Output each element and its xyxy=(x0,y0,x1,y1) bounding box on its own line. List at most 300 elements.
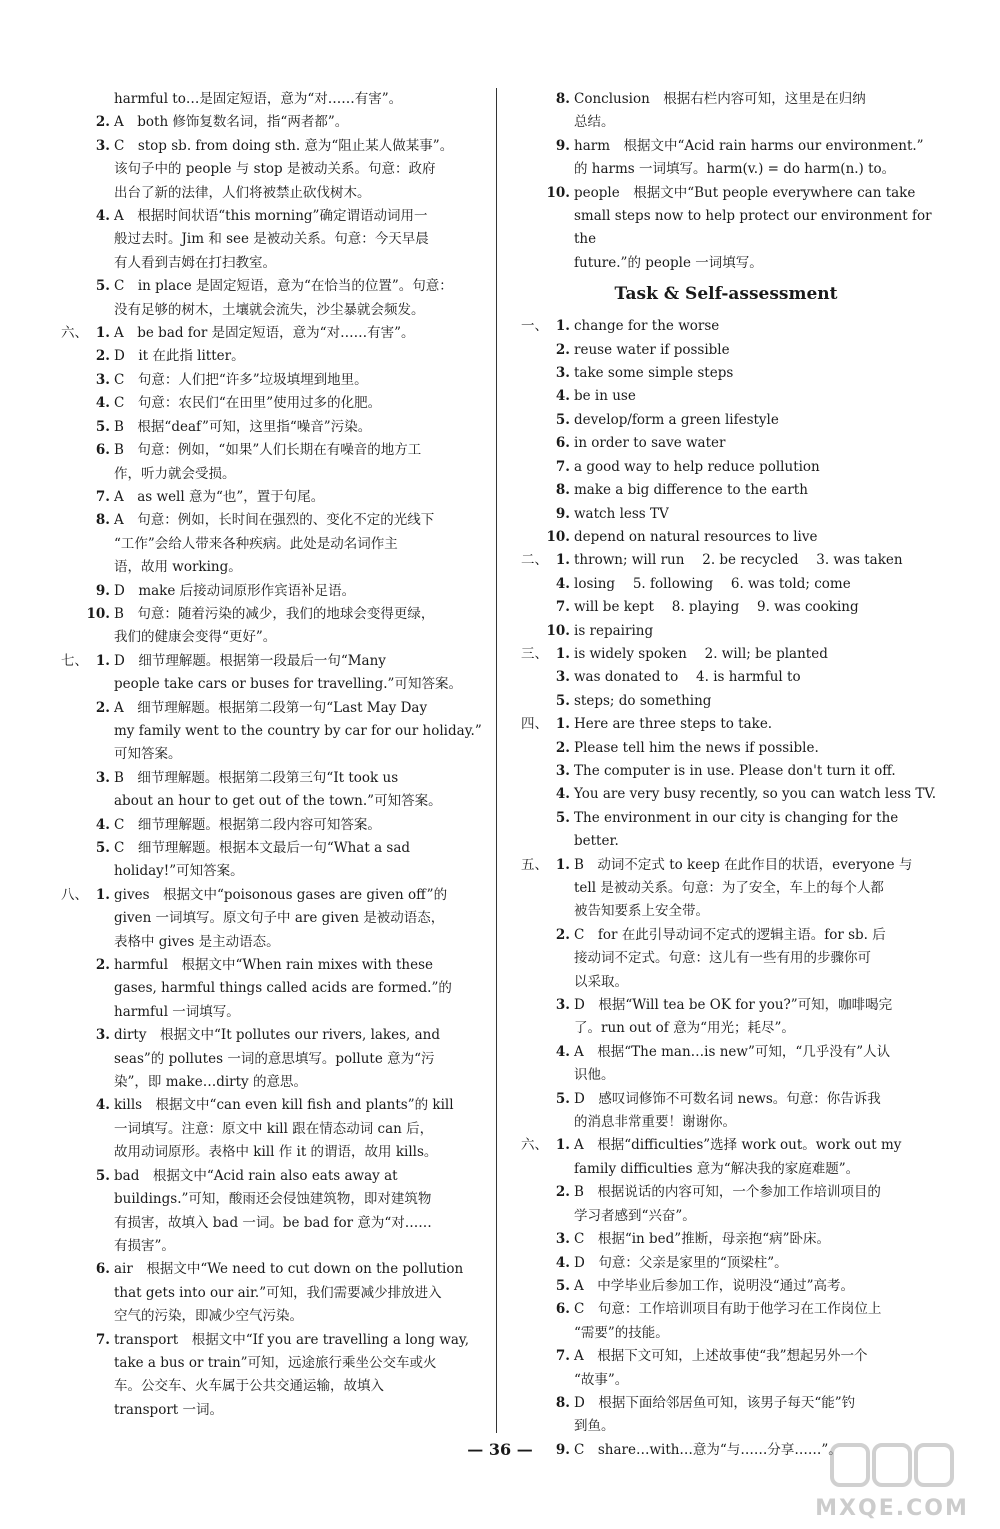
answer-line xyxy=(50,439,482,462)
answer-text: D 根据“Will tea be OK for you?”可知，咖啡喝完 xyxy=(574,997,893,1014)
answer-line xyxy=(50,1024,482,1047)
answer-line xyxy=(50,345,482,368)
section-marker: 三、 xyxy=(521,645,548,662)
answer-text: people take cars or buses for travelling.”可知答案。 xyxy=(114,676,462,693)
answer-line xyxy=(510,760,942,783)
answer-text: A 根据“difficulties”选择 work out。work out my xyxy=(574,1137,902,1154)
answer-text: C in place 是固定短语，意为“在恰当的位置”。句意： xyxy=(114,278,453,295)
question-number: 9. xyxy=(555,1441,570,1458)
answer-line xyxy=(50,650,482,673)
answer-text: losing 5. following 6. was told; come xyxy=(574,575,851,592)
answer-line xyxy=(50,1048,482,1071)
answer-text: take some simple steps xyxy=(574,365,734,382)
section-marker: 六、 xyxy=(61,325,88,342)
answer-text: B 根据说话的内容可知，一个参加工作培训项目的 xyxy=(574,1184,881,1201)
answer-text: 出台了新的法律，人们将被禁止砍伐树木。 xyxy=(114,184,371,201)
answer-text: “故事”。 xyxy=(574,1371,629,1388)
answer-text: D 细节理解题。根据第一段最后一句“Many xyxy=(114,652,386,669)
answer-text: “工作”会给人带来各种疾病。此处是动名词作主 xyxy=(114,535,398,552)
question-number: 3. xyxy=(95,1027,110,1044)
section-heading: Task & Self-assessment xyxy=(614,284,838,305)
answer-line xyxy=(510,111,942,134)
question-number: 2. xyxy=(555,341,570,358)
answer-line xyxy=(510,503,942,526)
answer-text: C 细节理解题。根据本文最后一句“What a sad xyxy=(114,840,411,856)
question-number: 1. xyxy=(555,318,570,335)
answer-text: holiday!”可知答案。 xyxy=(114,863,244,880)
answer-line xyxy=(50,1375,482,1398)
answer-line xyxy=(510,666,942,689)
question-number: 10. xyxy=(546,528,570,545)
answer-text: You are very busy recently, so you can watch less TV. xyxy=(574,786,937,803)
answer-text: 到鱼。 xyxy=(574,1418,615,1435)
answer-text: seas”的 pollutes 一词的意思填写。pollute 意为“污 xyxy=(114,1050,435,1067)
answer-text: 该句子中的 people 与 stop 是被动关系。句意：政府 xyxy=(114,161,436,178)
answer-line xyxy=(510,1228,942,1251)
answer-text: A 根据时间状语“this morning”确定谓语动词用一 xyxy=(114,208,428,225)
question-number: 7. xyxy=(95,488,110,505)
answer-line xyxy=(50,252,482,275)
answer-text: be in use xyxy=(574,388,636,405)
question-number: 2. xyxy=(555,1184,570,1201)
question-number: 4. xyxy=(555,575,570,592)
answer-line xyxy=(510,252,942,275)
answer-line xyxy=(50,814,482,837)
answer-line xyxy=(50,603,482,626)
answer-line xyxy=(510,713,942,736)
answer-text: small steps now to help protect our environment for the xyxy=(574,208,932,248)
question-number: 3. xyxy=(555,1231,570,1248)
answer-line xyxy=(510,1017,942,1040)
section-marker: 一、 xyxy=(521,318,548,335)
answer-line xyxy=(50,111,482,134)
answer-text: B 根据“deaf”可知，这里指“噪音”污染。 xyxy=(114,418,372,435)
question-number: 5. xyxy=(555,692,570,709)
answer-text: B 动词不定式 to keep 在此作目的状语，everyone 与 xyxy=(574,856,913,873)
answer-line xyxy=(510,1088,942,1111)
answer-line xyxy=(510,643,942,666)
answer-line xyxy=(50,1071,482,1094)
question-number: 6. xyxy=(95,442,110,459)
answer-line xyxy=(50,182,482,205)
answer-line xyxy=(50,626,482,649)
answer-text: B 细节理解题。根据第二段第三句“It took us xyxy=(114,769,399,786)
answer-text: C 细节理解题。根据第二段内容可知答案。 xyxy=(114,816,381,833)
answer-text: C 句意：工作培训项目有助于他学习在工作岗位上 xyxy=(574,1301,882,1318)
question-number: 10. xyxy=(546,184,570,201)
question-number: 2. xyxy=(95,348,110,365)
answer-line xyxy=(510,1369,942,1392)
answer-text: 接动词不定式。句意：这儿有一些有用的步骤你可 xyxy=(574,950,871,967)
answer-line xyxy=(510,783,942,806)
answer-text: “需要”的技能。 xyxy=(574,1324,669,1341)
answer-line xyxy=(510,807,942,854)
answer-text: C stop sb. from doing sth. 意为“阻止某人做某事”。 xyxy=(114,137,454,154)
answer-text: C 句意：人们把“许多”垃圾填埋到地里。 xyxy=(114,371,368,388)
question-number: 5. xyxy=(555,1277,570,1294)
answer-text: air 根据文中“We need to cut down on the pollution xyxy=(114,1261,464,1278)
answer-text: change for the worse xyxy=(574,318,720,335)
answer-text: 语，故用 working。 xyxy=(114,559,242,576)
question-number: 1. xyxy=(95,652,110,669)
answer-text: 学习者感到“兴奋”。 xyxy=(574,1207,696,1224)
answer-line xyxy=(510,456,942,479)
answer-text: in order to save water xyxy=(574,435,726,452)
answer-line xyxy=(50,158,482,181)
question-number: 3. xyxy=(95,371,110,388)
question-number: 3. xyxy=(95,769,110,786)
question-number: 4. xyxy=(95,208,110,225)
answer-line xyxy=(510,1041,942,1064)
question-number: 8. xyxy=(555,91,570,107)
answer-text: 了。run out of 意为“用光；耗尽”。 xyxy=(574,1020,795,1037)
answer-text: D make 后接动词原形作宾语补足语。 xyxy=(114,582,356,599)
answer-text: tell 是被动关系。句意：为了安全，车上的每个人都 xyxy=(574,880,884,896)
answer-text: 我们的健康会变得“更好”。 xyxy=(114,629,277,646)
answer-line xyxy=(50,1282,482,1305)
question-number: 4. xyxy=(555,1254,570,1271)
answer-text: C 句意：农民们“在田里”使用过多的化肥。 xyxy=(114,395,382,412)
answer-line xyxy=(50,790,482,813)
answer-text: is repairing xyxy=(574,622,654,639)
answer-line xyxy=(510,339,942,362)
answer-line xyxy=(510,737,942,760)
question-number: 10. xyxy=(546,622,570,639)
question-number: 5. xyxy=(95,278,110,295)
answer-line xyxy=(510,1134,942,1157)
answer-text: take a bus or train”可知，远途旅行乘坐公交车或火 xyxy=(114,1354,437,1371)
answer-line xyxy=(50,860,482,883)
answer-line xyxy=(510,158,942,181)
answer-text: thrown; will run 2. be recycled 3. was taken xyxy=(574,552,903,569)
right-column xyxy=(510,88,942,1462)
answer-text: A be bad for 是固定短语，意为“对……有害”。 xyxy=(114,325,415,342)
section-marker: 八、 xyxy=(61,886,88,903)
answer-line xyxy=(510,1322,942,1345)
question-number: 3. xyxy=(555,365,570,382)
answer-text: A as well 意为“也”，置于句尾。 xyxy=(114,488,325,505)
answer-text: 可知答案。 xyxy=(114,746,182,763)
section-marker: 五、 xyxy=(521,856,548,873)
answer-text: 空气的污染，即减少空气污染。 xyxy=(114,1308,303,1325)
answer-line xyxy=(510,994,942,1017)
question-number: 7. xyxy=(555,599,570,616)
question-number: 2. xyxy=(95,699,110,716)
answer-text: A 根据下文可知，上述故事使“我”想起另外一个 xyxy=(574,1348,868,1365)
answer-text: The environment in our city is changing for the better. xyxy=(574,809,899,850)
question-number: 5. xyxy=(95,1167,110,1184)
answer-text: D it 在此指 litter。 xyxy=(114,348,245,365)
answer-text: 的消息非常重要！谢谢你。 xyxy=(574,1114,736,1131)
answer-text: B 句意：随着污染的减少，我们的地球会变得更绿， xyxy=(114,605,435,622)
column-divider xyxy=(496,88,497,1433)
answer-text: harmful 一词填写。 xyxy=(114,1003,240,1020)
answer-line xyxy=(50,743,482,766)
right-top-entries xyxy=(510,88,942,275)
answer-line xyxy=(510,432,942,455)
watermark-badge-icon xyxy=(830,1441,954,1489)
answer-text: 识他。 xyxy=(574,1067,615,1084)
answer-line xyxy=(510,1064,942,1087)
question-number: 2. xyxy=(95,957,110,974)
answer-text: is widely spoken 2. will; be planted xyxy=(574,645,828,662)
section-marker: 四、 xyxy=(521,716,548,733)
answer-line xyxy=(510,690,942,713)
question-number: 1. xyxy=(555,856,570,873)
question-number: 6. xyxy=(95,1261,110,1278)
answer-line xyxy=(510,854,942,877)
answer-line xyxy=(50,1329,482,1352)
answer-line xyxy=(50,1165,482,1188)
answer-line xyxy=(50,1305,482,1328)
answer-text: C for 在此引导动词不定式的逻辑主语。for sb. 后 xyxy=(574,926,886,943)
answer-text: transport 一词。 xyxy=(114,1401,223,1418)
answer-line xyxy=(510,596,942,619)
answer-line xyxy=(50,977,482,1000)
answer-line xyxy=(510,205,942,252)
answer-text: D 感叹词修饰不可数名词 news。句意：你告诉我 xyxy=(574,1090,881,1107)
answer-line xyxy=(510,947,942,970)
answer-text: gives 根据文中“poisonous gases are given off”的 xyxy=(114,886,448,903)
question-number: 2. xyxy=(95,114,110,131)
answer-line xyxy=(50,1352,482,1375)
answer-text: A 中学毕业后参加工作，说明没“通过”高考。 xyxy=(574,1277,855,1294)
answer-line xyxy=(50,205,482,228)
answer-line xyxy=(50,463,482,486)
answer-text: dirty 根据文中“It pollutes our rivers, lakes, and xyxy=(114,1027,440,1044)
answer-line xyxy=(510,620,942,643)
answer-line xyxy=(50,1235,482,1258)
answer-line xyxy=(510,971,942,994)
answer-line xyxy=(50,1001,482,1024)
answer-text: 没有足够的树木，土壤就会流失，沙尘暴就会频发。 xyxy=(114,301,425,318)
answer-text: will be kept 8. playing 9. was cooking xyxy=(574,599,859,616)
answer-text: kills 根据文中“can even kill fish and plants”的 kill xyxy=(114,1097,454,1114)
question-number: 4. xyxy=(555,1043,570,1060)
answer-text: Please tell him the news if possible. xyxy=(574,739,819,756)
question-number: 1. xyxy=(555,716,570,733)
question-number: 6. xyxy=(555,1301,570,1318)
question-number: 2. xyxy=(555,926,570,943)
answer-line xyxy=(510,1205,942,1228)
answer-line xyxy=(50,931,482,954)
answer-text: harmful 根据文中“When rain mixes with these xyxy=(114,957,434,974)
answer-text: Here are three steps to take. xyxy=(574,716,773,733)
answer-text: 故用动词原形。表格中 kill 作 it 的谓语，故用 kills。 xyxy=(114,1144,438,1161)
answer-text: 被告知要系上安全带。 xyxy=(574,903,709,920)
answer-line xyxy=(50,533,482,556)
answer-text: A 细节理解题。根据第二段第一句“Last May Day xyxy=(114,699,428,716)
question-number: 8. xyxy=(555,482,570,499)
answer-line xyxy=(50,556,482,579)
question-number: 4. xyxy=(555,786,570,803)
answer-text: family difficulties 意为“解决我的家庭难题”。 xyxy=(574,1160,860,1177)
question-number: 3. xyxy=(555,997,570,1014)
answer-line xyxy=(50,673,482,696)
answer-text: was donated to 4. is harmful to xyxy=(574,669,801,686)
answer-line xyxy=(50,369,482,392)
answer-text: A both 修饰复数名词，指“两者都”。 xyxy=(114,114,349,131)
answer-line xyxy=(50,322,482,345)
answer-text: 以采取。 xyxy=(574,973,628,990)
answer-line xyxy=(50,837,482,860)
answer-line xyxy=(510,924,942,947)
answer-line xyxy=(510,573,942,596)
answer-text: C share…with…意为“与……分享……”。 xyxy=(574,1441,842,1458)
answer-line xyxy=(50,1258,482,1281)
answer-line xyxy=(510,1158,942,1181)
answer-text: 般过去时。Jim 和 see 是被动关系。句意：今天早晨 xyxy=(114,231,429,248)
answer-line xyxy=(50,135,482,158)
question-number: 7. xyxy=(555,458,570,475)
answer-line xyxy=(50,1399,482,1422)
answer-line xyxy=(510,1111,942,1134)
section-marker: 七、 xyxy=(61,652,88,669)
question-number: 8. xyxy=(95,512,110,529)
answer-line xyxy=(510,1298,942,1321)
answer-text: harm 根据文中“Acid rain harms our environment.” xyxy=(574,137,924,154)
answer-text: people 根据文中“But people everywhere can take xyxy=(574,184,916,201)
answer-text: B 句意：例如，“如果”人们长期在有噪音的地方工 xyxy=(114,442,422,459)
answer-line xyxy=(510,1392,942,1415)
question-number: 1. xyxy=(95,886,110,903)
answer-line xyxy=(510,1181,942,1204)
watermark-text: MXQE.COM xyxy=(815,1496,969,1521)
answer-line xyxy=(50,299,482,322)
answer-line xyxy=(50,486,482,509)
answer-text: bad 根据文中“Acid rain also eats away at xyxy=(114,1167,398,1184)
question-number: 10. xyxy=(86,605,110,622)
answer-text: gases, harmful things called acids are formed.”的 xyxy=(114,980,452,997)
answer-text: a good way to help reduce pollution xyxy=(574,458,820,475)
question-number: 4. xyxy=(95,395,110,412)
answer-text: harmful to…是固定短语，意为“对……有害”。 xyxy=(114,91,403,107)
answer-line xyxy=(50,1141,482,1164)
answer-line xyxy=(50,884,482,907)
answer-text: The computer is in use. Please don't turn it off. xyxy=(574,762,896,779)
answer-text: future.”的 people 一词填写。 xyxy=(574,254,763,271)
question-number: 2. xyxy=(555,739,570,756)
answer-text: D 句意：父亲是家里的“顶梁柱”。 xyxy=(574,1254,788,1271)
question-number: 3. xyxy=(95,137,110,154)
right-bottom-entries xyxy=(510,315,942,1462)
answer-text: 有人看到吉姆在打扫教室。 xyxy=(114,254,276,271)
answer-line xyxy=(50,697,482,720)
answer-line xyxy=(510,549,942,572)
answer-text: buildings.”可知，酸雨还会侵蚀建筑物，即对建筑物 xyxy=(114,1191,432,1208)
answer-line xyxy=(510,135,942,158)
answer-line xyxy=(510,182,942,205)
answer-line xyxy=(50,907,482,930)
answer-text: steps; do something xyxy=(574,692,712,709)
answer-text: reuse water if possible xyxy=(574,341,730,358)
question-number: 4. xyxy=(95,1097,110,1114)
answer-line xyxy=(50,1188,482,1211)
answer-line xyxy=(510,1345,942,1368)
question-number: 3. xyxy=(555,762,570,779)
answer-text: 一词填写。注意：原文中 kill 跟在情态动词 can 后， xyxy=(114,1120,434,1137)
answer-text: watch less TV xyxy=(574,505,669,522)
answer-line xyxy=(50,509,482,532)
answer-line xyxy=(50,228,482,251)
answer-text: that gets into our air.”可知，我们需要减少排放进入 xyxy=(114,1284,442,1301)
question-number: 4. xyxy=(555,388,570,405)
question-number: 1. xyxy=(555,1137,570,1154)
answer-line xyxy=(50,1094,482,1117)
answer-text: transport 根据文中“If you are travelling a long way, xyxy=(114,1331,470,1348)
answer-line xyxy=(50,1212,482,1235)
answer-text: 有损害”。 xyxy=(114,1237,175,1254)
answer-text: A 句意：例如，长时间在强烈的、变化不定的光线下 xyxy=(114,512,435,529)
question-number: 7. xyxy=(95,1331,110,1348)
answer-line xyxy=(510,88,942,111)
answer-text: 有损害，故填入 bad 一词。be bad for 意为“对…… xyxy=(114,1214,432,1231)
answer-line xyxy=(510,526,942,549)
question-number: 8. xyxy=(555,1394,570,1411)
answer-text: make a big difference to the earth xyxy=(574,482,808,499)
question-number: 1. xyxy=(555,645,570,662)
answer-line xyxy=(50,720,482,743)
answer-line xyxy=(510,385,942,408)
answer-text: 作，听力就会受损。 xyxy=(114,465,236,482)
answer-text: depend on natural resources to live xyxy=(574,528,818,545)
question-number: 5. xyxy=(555,809,570,826)
question-number: 1. xyxy=(555,552,570,569)
answer-line xyxy=(50,392,482,415)
left-column xyxy=(50,88,482,1422)
answer-line xyxy=(50,275,482,298)
question-number: 4. xyxy=(95,816,110,833)
answer-text: develop/form a green lifestyle xyxy=(574,411,779,428)
question-number: 3. xyxy=(555,669,570,686)
question-number: 1. xyxy=(95,325,110,342)
answer-line xyxy=(50,88,482,111)
answer-line xyxy=(50,416,482,439)
answer-line xyxy=(50,954,482,977)
answer-line xyxy=(510,1252,942,1275)
answer-line xyxy=(50,767,482,790)
answer-text: my family went to the country by car for our holiday.” xyxy=(114,722,482,739)
answer-line xyxy=(510,315,942,338)
answer-line xyxy=(50,1118,482,1141)
answer-line xyxy=(510,1415,942,1438)
answer-line xyxy=(510,900,942,923)
answer-text: 表格中 gives 是主动语态。 xyxy=(114,933,280,950)
answer-line xyxy=(510,877,942,900)
question-number: 5. xyxy=(555,411,570,428)
question-number: 5. xyxy=(95,840,110,856)
section-marker: 二、 xyxy=(521,552,548,569)
question-number: 9. xyxy=(555,505,570,522)
answer-text: 车。公交车、火车属于公共交通运输，故填入 xyxy=(114,1378,384,1395)
answer-text: D 根据下面给邻居鱼可知，该男子每天“能”钓 xyxy=(574,1394,856,1411)
answer-text: Conclusion 根据右栏内容可知，这里是在归纳 xyxy=(574,91,866,107)
question-number: 9. xyxy=(95,582,110,599)
answer-text: A 根据“The man…is new”可知，“几乎没有”人认 xyxy=(574,1043,891,1060)
answer-line xyxy=(50,580,482,603)
answer-line xyxy=(510,362,942,385)
question-number: 6. xyxy=(555,435,570,452)
section-marker: 六、 xyxy=(521,1137,548,1154)
answer-text: given 一词填写。原文句子中 are given 是被动语态， xyxy=(114,910,445,927)
answer-text: 的 harms 一词填写。harm(v.) = do harm(n.) to。 xyxy=(574,161,896,178)
question-number: 5. xyxy=(95,418,110,435)
watermark-logo xyxy=(802,1441,982,1521)
page-number: — 36 — xyxy=(467,1440,533,1459)
question-number: 9. xyxy=(555,137,570,154)
answer-text: 染”，即 make…dirty 的意思。 xyxy=(114,1074,307,1091)
question-number: 5. xyxy=(555,1090,570,1107)
